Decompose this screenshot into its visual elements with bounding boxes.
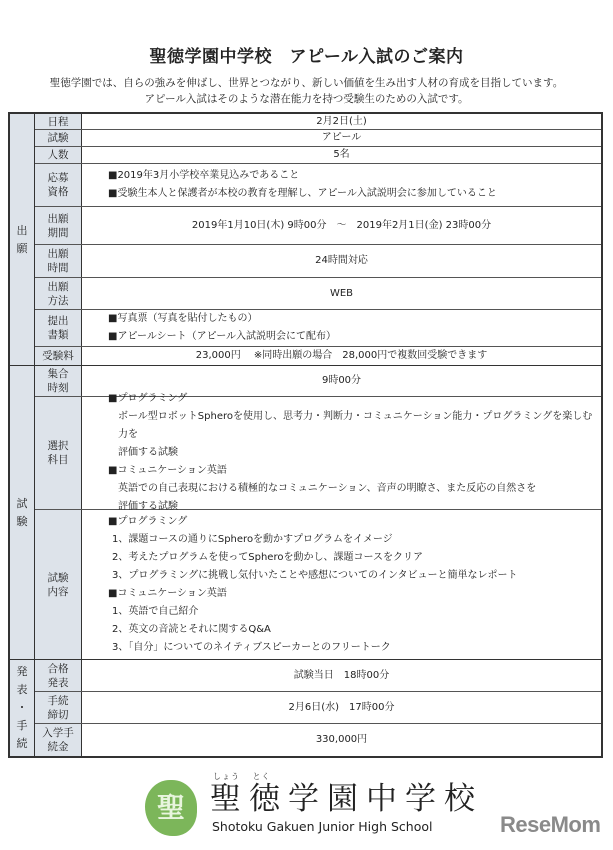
section-label xyxy=(10,114,35,365)
table-row xyxy=(35,207,601,245)
row-label-cell xyxy=(35,278,82,309)
intro-line-1: 聖徳学園では、自らの強みを伸ばし、世界とつながり、新しい価値を生み出す人材の育成を目指しています。 xyxy=(49,77,564,89)
value-line: ■2019年3月小学校卒業見込みであること xyxy=(108,170,300,181)
row-label: 提出書類 xyxy=(47,315,69,341)
section-label-char: 発 xyxy=(16,665,28,678)
section-label-char: ・ xyxy=(16,701,28,714)
logo-english-name: Shotoku Gakuen Junior High School xyxy=(212,819,433,834)
section-label-char: 試 xyxy=(16,496,28,510)
row-value: 2019年1月10日(木) 9時00分 ～ 2019年2月1日(金) 23時00分 xyxy=(191,219,492,231)
resemom-watermark: ReseMom xyxy=(500,812,601,837)
section-label-char: 出 xyxy=(16,223,28,237)
value-line: ■コミュニケーション英語 xyxy=(108,465,227,476)
row-label-cell xyxy=(35,366,82,396)
value-line: ■コミュニケーション英語 xyxy=(108,587,227,599)
row-label-cell xyxy=(35,692,82,723)
row-label-cell xyxy=(35,130,82,146)
row-label-cell xyxy=(35,114,82,129)
row-value: 試験当日 18時00分 xyxy=(293,669,390,681)
row-label-cell xyxy=(35,397,82,509)
table-row xyxy=(35,164,601,207)
table-row xyxy=(35,114,601,130)
section-label-char: 験 xyxy=(16,514,28,528)
row-value-list xyxy=(82,310,601,346)
value-line: 3、「自分」についてのネイティブスピーカーとのフリートーク xyxy=(112,641,391,653)
table-row xyxy=(35,660,601,692)
row-label-cell xyxy=(35,310,82,346)
row-value: アピール xyxy=(321,132,362,143)
value-line: ■プログラミング xyxy=(108,515,188,527)
row-label: 応募資格 xyxy=(47,172,69,198)
row-label-cell xyxy=(35,510,82,659)
section-label-char: 手 xyxy=(16,719,28,732)
value-line: 英語での自己表現における積極的なコミュニケーション、音声の明瞭さ、また反応の自然さを xyxy=(118,483,537,494)
value-line: 2、英文の音読とそれに関するQ&A xyxy=(112,623,271,635)
row-label-cell xyxy=(35,147,82,163)
table-row xyxy=(35,310,601,347)
table-row xyxy=(35,147,601,164)
row-value: 9時00分 xyxy=(321,375,362,386)
row-label: 合格発表 xyxy=(47,662,69,689)
school-logo xyxy=(145,772,490,837)
row-label-cell xyxy=(35,660,82,691)
row-label-cell xyxy=(35,347,82,365)
table-row xyxy=(35,724,601,756)
table-row xyxy=(35,278,601,310)
row-value: 24時間対応 xyxy=(315,255,368,266)
section-label xyxy=(10,366,35,659)
table-row xyxy=(35,130,601,147)
section-label xyxy=(10,660,35,756)
row-label: 日程 xyxy=(47,115,69,128)
row-value: 5名 xyxy=(333,149,350,160)
section-group xyxy=(10,660,601,756)
intro-line-2: アピール入試はそのような潜在能力を持つ受験生のための入試です。 xyxy=(144,93,469,105)
leaf-emblem-icon: 聖 xyxy=(145,780,197,836)
row-label: 人数 xyxy=(47,149,69,161)
value-line: 評価する試験 xyxy=(118,501,178,512)
value-line: ボール型ロボットSpheroを使用し、思考力・判断力・コミュニケーション能力・プログラミングを楽しむ力を xyxy=(118,411,593,440)
row-value: 330,000円 xyxy=(315,734,368,745)
table-row xyxy=(35,692,601,724)
value-line: 1、課題コースの通りにSpheroを動かすプログラムをイメージ xyxy=(112,533,393,545)
section-label-char: 願 xyxy=(16,241,28,255)
row-label: 手続締切 xyxy=(47,694,69,721)
value-line: ■受験生本人と保護者が本校の教育を理解し、アピール入試説明会に参加していること xyxy=(108,188,497,199)
row-label: 出願方法 xyxy=(47,280,69,307)
row-label-cell xyxy=(35,724,82,756)
row-label: 出願期間 xyxy=(47,212,69,239)
row-value: 2月6日(水) 17時00分 xyxy=(288,701,395,713)
row-label: 入学手続金 xyxy=(42,727,74,753)
logo-ruby: しょう とく xyxy=(213,772,271,781)
row-value: 23,000円 ※同時出願の場合 28,000円で複数回受験できます xyxy=(195,350,488,361)
row-label: 試験 xyxy=(47,132,69,144)
row-label: 受験料 xyxy=(42,350,74,362)
page-title: 聖徳学園中学校 アピール入試のご案内 xyxy=(149,47,464,67)
section-group xyxy=(10,366,601,660)
table-row xyxy=(35,245,601,278)
value-line: 2、考えたプログラムを使ってSpheroを動かし、課題コースをクリア xyxy=(112,551,423,563)
exam-info-table xyxy=(8,112,603,758)
row-value-list xyxy=(82,510,601,659)
row-label-cell xyxy=(35,207,82,244)
section-label-char: 表 xyxy=(16,683,28,696)
row-label-cell xyxy=(35,164,82,206)
table-row xyxy=(35,510,601,659)
row-value-list xyxy=(82,164,601,206)
table-row xyxy=(35,347,601,365)
value-line: 1、英語で自己紹介 xyxy=(112,605,199,617)
row-label: 集合時刻 xyxy=(47,368,69,394)
row-label: 出願時間 xyxy=(47,248,69,274)
value-line: ■アピールシート（アピール入試説明会にて配布） xyxy=(108,331,336,342)
section-label-char: 続 xyxy=(16,737,28,750)
value-line: 評価する試験 xyxy=(118,447,178,458)
section-group xyxy=(10,114,601,366)
table-row xyxy=(35,393,601,512)
row-value-list xyxy=(82,393,601,512)
value-line: 3、プログラミングに挑戦し気付いたことや感想についてのインタビューと簡単なレポート xyxy=(112,569,518,581)
row-value: 2月2日(土) xyxy=(316,115,367,127)
row-label-cell xyxy=(35,245,82,277)
row-label: 選択科目 xyxy=(47,440,69,466)
value-line: ■プログラミング xyxy=(108,393,188,404)
row-value: WEB xyxy=(329,287,354,299)
value-line: ■写真票（写真を貼付したもの） xyxy=(108,313,258,324)
logo-school-name: 聖徳学園中学校 xyxy=(210,781,483,817)
row-label: 試験内容 xyxy=(47,571,69,598)
